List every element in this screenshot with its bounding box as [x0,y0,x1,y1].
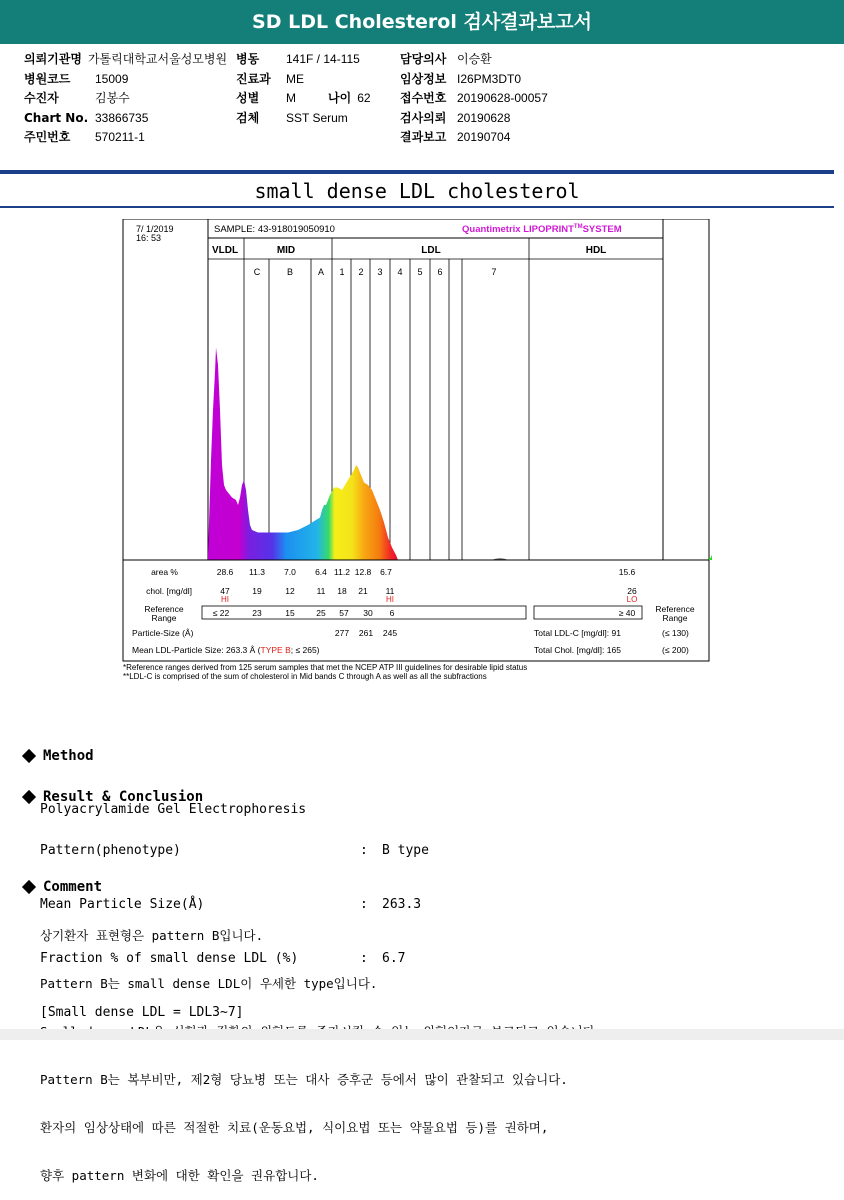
method-body: Polyacrylamide Gel Electrophoresis [40,802,307,817]
footnote-2: **LDL-C is comprised of the sum of cholesterol in Mid bands C through A as well as all the subfractions [123,672,487,681]
title-rule-top [0,170,834,174]
report-title-bar [0,0,844,44]
comment-line: Pattern B는 복부비만, 제2형 당뇨병 또는 대사 증후군 등에서 많이 관찰되고 있습니다. [40,1072,568,1087]
chol-b: 12 [285,586,295,596]
ref-hdl: ≥ 40 [618,608,636,618]
band-label-5: 5 [417,267,423,277]
info-row: 의뢰기관명 가톨릭대학교서울성모병원 [24,52,228,66]
lipoprint-report [122,219,712,684]
ref-a: 25 [316,608,326,618]
group-vldl: VLDL [211,245,239,256]
ref-ldl3: 6 [389,608,395,618]
area-ldl2: 12.8 [354,567,372,577]
report-frame [123,219,709,661]
particle-size-ldl3: 245 [382,628,398,638]
total-ldl-c-ref: (≤ 130) [662,628,689,638]
particle-size-label: Particle-Size (Å) [132,628,194,638]
info-row: Chart No. 33866735 [24,110,149,125]
info-row: 임상정보 I26PM3DT0 [400,71,522,86]
band-label-4: 4 [397,267,403,277]
info-row: 병원코드 15009 [24,71,129,86]
info-row: 수진자 김봉수 [24,91,130,105]
ref-vldl: ≤ 22 [212,608,230,618]
info-row: 검체 SST Serum [236,110,348,125]
group-hdl: HDL [585,245,607,256]
band-label-a: A [317,267,325,277]
area-ldl1: 11.2 [334,567,350,577]
document-title: small dense LDL cholesterol [254,179,580,203]
report-date: 7/ 1/2019 [136,224,174,234]
total-chol-ref: (≤ 200) [662,645,689,655]
comment-heading: Comment [20,878,602,896]
ref-b: 15 [285,608,295,618]
ref-ldl1: 57 [339,608,349,618]
flag-vldl-hi: HI [221,595,229,604]
mean-ldl-particle-size: Mean LDL-Particle Size: 263.3 Å (TYPE B; ≤ 265) [132,645,320,655]
info-row: 담당의사 이승환 [400,52,492,66]
ref-c: 23 [252,608,262,618]
comment-line: 상기환자 표현형은 pattern B입니다. [40,928,264,943]
flag-ldl3-hi: HI [386,595,394,604]
info-column-2 [236,50,371,128]
info-row: 주민번호 570211-1 [24,130,145,144]
chol-hdl: 26 [627,586,637,596]
area-b: 7.0 [284,567,296,577]
area-c: 11.3 [249,567,265,577]
result-note: [Small dense LDL = LDL3~7] [40,1005,244,1020]
info-row: 진료과 ME [236,71,304,86]
diamond-bullet-icon [22,789,36,803]
group-ldl: LDL [421,245,441,256]
info-row: 검사의뢰 20190628 [400,110,511,125]
band-label-3: 3 [377,267,383,277]
total-ldl-c: Total LDL-C [mg/dl]: 91 [534,628,621,638]
chol-ldl1: 18 [337,586,347,596]
footnote-1: *Reference ranges derived from 125 serum samples that met the NCEP ATP III guidelines for desirable lipid status [123,663,528,672]
comment-line: Pattern B는 small dense LDL이 우세한 type입니다. [40,976,378,991]
area-vldl: 28.6 [216,567,234,577]
chol-a: 11 [316,586,326,596]
info-row: 성별 M 나이 62 [236,91,371,105]
chol-vldl: 47 [220,586,230,596]
band-label-6: 6 [437,267,443,277]
group-mid: MID [276,245,296,256]
particle-size-ldl1: 277 [334,628,350,638]
chol-ldl3: 11 [385,586,395,596]
total-chol: Total Chol. [mg/dl]: 165 [534,645,621,655]
comment-line: 환자의 임상상태에 따른 적절한 치료(운동요법, 식이요법 또는 약물요법 등)를 권하며, [40,1120,549,1135]
title-rule-bottom [0,206,834,208]
footer-strip [0,1029,844,1040]
info-column-3 [400,50,548,148]
band-label-b: B [286,267,294,277]
row-label-range: Range [151,613,177,623]
result-row: Fraction % of small dense LDL (%) : 6.7 [40,951,406,966]
brand-logo: Quantimetrix LIPOPRINT™SYSTEM [462,224,622,235]
band-label-1: 1 [339,267,345,277]
info-row: 접수번호 20190628-00057 [400,91,548,105]
result-row: Mean Particle Size(Å) : 263.3 [40,897,422,912]
info-column-1 [24,50,227,148]
band-label-c: C [253,267,261,277]
chol-c: 19 [252,586,262,596]
row-label-reference-right: Reference [655,604,695,614]
band-label-2: 2 [358,267,364,277]
comment-section [20,846,602,1200]
area-ldl3: 6.7 [380,567,392,577]
lipoprint-svg [122,219,712,684]
area-hdl: 15.6 [618,567,636,577]
ref-ldl2: 30 [363,608,373,618]
row-label-chol: chol. [mg/dl] [146,586,192,596]
method-heading: Method [20,747,306,765]
particle-size-ldl2: 261 [358,628,374,638]
info-row: 병동 141F / 14-115 [236,52,360,66]
report-time: 16: 53 [136,233,162,243]
area-a: 6.4 [315,567,327,577]
report-title: SD LDL Cholesterol 검사결과보고서 [252,11,592,33]
diamond-bullet-icon [22,879,36,893]
row-label-range-right: Range [662,613,688,623]
comment-line: 향후 pattern 변화에 대한 확인을 권유합니다. [40,1168,319,1183]
result-heading: Result & Conclusion [20,788,429,806]
info-row: 결과보고 20190704 [400,130,511,144]
row-label-reference: Reference [144,604,184,614]
sample-id: SAMPLE: 43-918019050910 [214,224,335,235]
row-label-area: area % [151,567,178,577]
chol-ldl2: 21 [358,586,368,596]
band-label-7: 7 [491,267,497,277]
flag-hdl-lo: LO [626,595,638,604]
result-row: Pattern(phenotype) : B type [40,843,429,858]
